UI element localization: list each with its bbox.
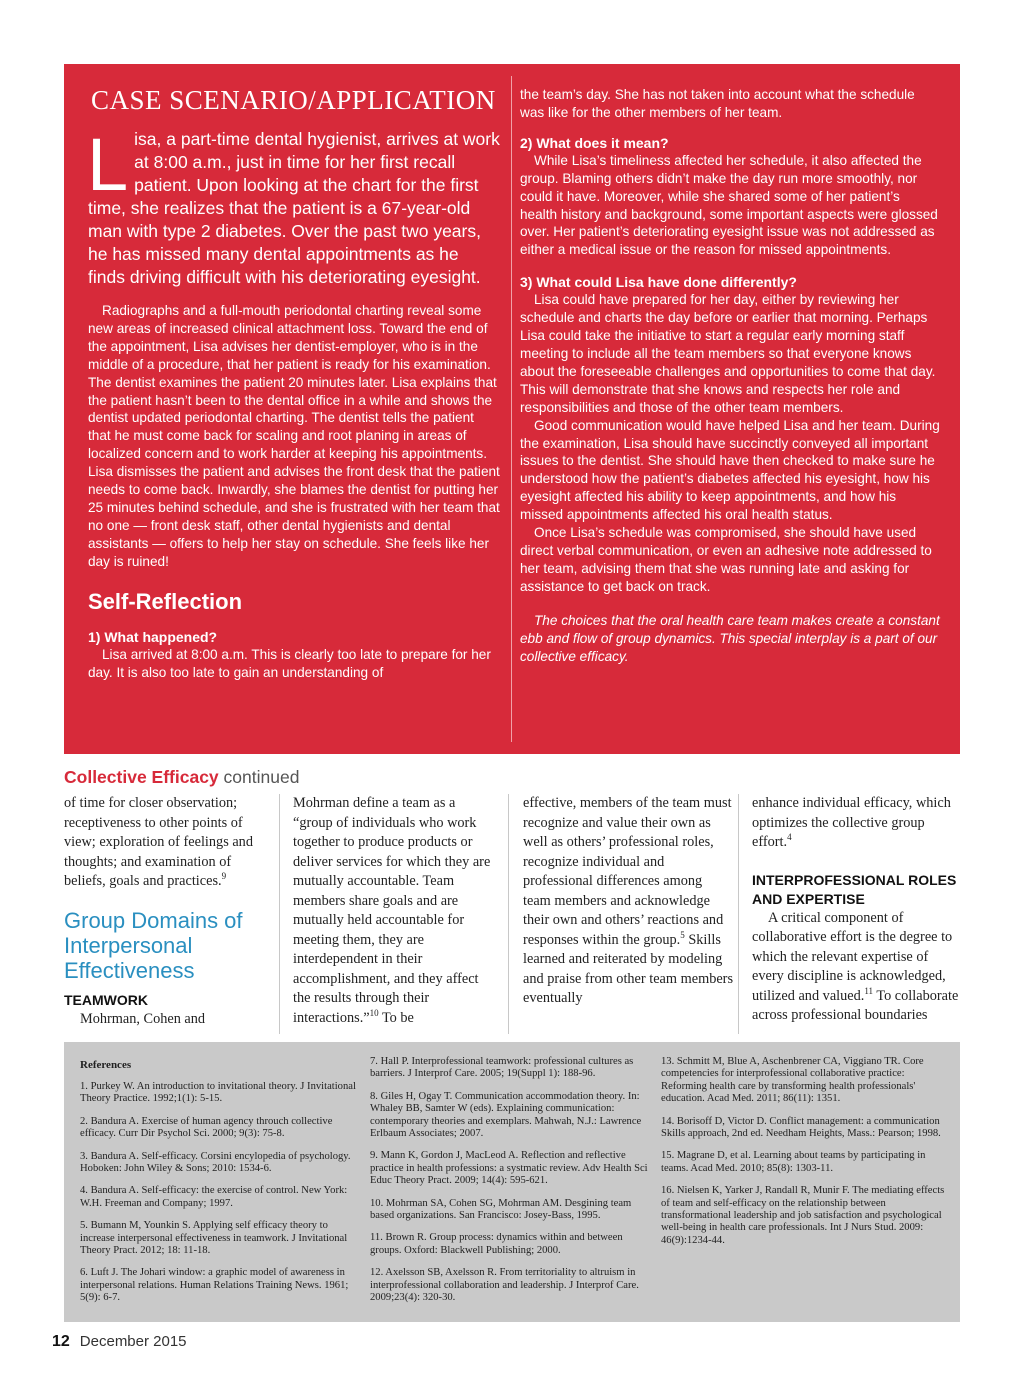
article-paragraph <box>752 909 962 1026</box>
article-text: enhance individual efficacy, which optimizes the collective group effort. <box>752 795 951 850</box>
reference-item: 15. Magrane D, et al. Learning about teams by participating in teams. Acad Med. 2010; 85(8): 1303-11. <box>661 1150 926 1174</box>
interprofessional-heading: INTERPROFESSIONAL ROLES AND EXPERTISE <box>752 871 957 907</box>
article-paragraph <box>64 794 264 892</box>
article-text: Skills learned and reiterated by modeling and praise from other team members eventually <box>523 931 734 1006</box>
case-intro <box>87 123 500 289</box>
question-1-heading: 1) What happened? <box>88 628 218 645</box>
column-rule <box>279 794 280 1034</box>
question-2-text: While Lisa’s timeliness affected her schedule, it also affected the group. Blaming others didn’t make the day run more smoothly, nor could it have. Moreover, while she shared some of her patient’s health history and background, some important aspects were glossed over. Her patient’s deteriorating eyesight issue was not addressed as either a medical issue or the reason for missed appointments. <box>520 152 938 258</box>
citation-superscript: 10 <box>369 1007 379 1018</box>
question-3-text: Good communication would have helped Lisa and her team. During the examination, Lisa should have succinctly conveyed all important issues to the dentist. She should have then checked to make sure he understood how the patient’s diabetes affected his eyesight, how his eyesight affected his ability to keep appointments, and how his missed appointments affected his oral health status. <box>520 417 940 523</box>
reference-item: 12. Axelsson SB, Axelsson R. From territoriality to altruism in interprofessional collaboration and leadership. J Interprof Care. 2009;23(4): 320-30. <box>370 1267 639 1304</box>
question-1-text: Lisa arrived at 8:00 a.m. This is clearly too late to prepare for her day. It is also too late to gain an understanding of <box>88 646 491 680</box>
article-column-2 <box>293 794 493 1028</box>
references-heading: References <box>80 1059 132 1071</box>
article-paragraph <box>293 794 493 1028</box>
reference-item: 8. Giles H, Ogay T. Communication accommodation theory. In: Whaley BB, Samter W (eds). Explaining communication: contemporary theories and exemplars. Mahwah, N.J.: Lawrence Erlbaum Associates; 2007. <box>370 1090 642 1140</box>
article-text: Mohrman define a team as a “group of individuals who work together to produce products or deliver services for which they are mutually accountable. Team members share goals and are mutually held accountable for meeting them, they are interdependent in their accomplishment, and they affect the results through their interactions.” <box>293 795 491 1026</box>
page-number: 12 <box>52 1333 70 1350</box>
reference-item: 5. Bumann M, Younkin S. Applying self efficacy theory to increase interpersonal effectiveness in teamwork. J Invitational Theory Pract. 2012; 18: 11-18. <box>80 1220 348 1257</box>
references-box <box>64 1042 960 1322</box>
reference-item: 6. Luft J. The Johari window: a graphic model of awareness in interpersonal relations. Human Relations Training News. 1961; 5(9): 6-7. <box>80 1267 349 1304</box>
case-paragraph: Radiographs and a full-mouth periodontal charting reveal some new areas of increased clinical attachment loss. Toward the end of the appointment, Lisa advises her dentist-employer, who is in the middle of a procedure, that her patient is ready for his examination. The dentist examines the patient 20 minutes later. Lisa explains that the patient hasn’t been to the dental office in a while and shows the dentist updated periodontal charting. The dentist tells the patient that he must come back for scaling and root planing in areas of localized concern and to work harder at keeping his appointments. Lisa dismisses the patient and advises the front desk that the patient needs to come back. Inwardly, she blames the dentist for putting her 25 minutes behind schedule, and she is frustrated with her team that no one — front desk staff, other dental hygienists and dental assistants — offers to help her stay on schedule. She feels like her day is ruined! <box>88 303 500 569</box>
reference-item: 9. Mann K, Gordon J, MacLeod A. Reflection and reflective practice in health professions: a systmatic review. Adv Health Sci Educ Theory Pract. 2009; 14(4): 595-621. <box>370 1150 648 1187</box>
references-column-1 <box>80 1042 360 1315</box>
continued-header <box>64 766 299 788</box>
reference-item: 2. Bandura A. Exercise of human agency throuch collective efficacy. Curr Dir Psychol Sci. 2000; 9(3): 75-8. <box>80 1115 333 1140</box>
case-scenario-title: CASE SCENARIO/APPLICATION <box>91 85 496 115</box>
column-rule <box>738 794 739 1034</box>
article-text: To be <box>378 1009 414 1026</box>
column-rule <box>508 794 509 1034</box>
case-intro-text: isa, a part-time dental hygienist, arrives at work at 8:00 a.m., just in time for her first recall patient. Upon looking at the chart for the first time, she realizes that the patient is a 67-year-old man with type 2 diabetes. Over the past two years, he has missed many dental appointments as he finds driving difficult with his deteriorating eyesight. <box>88 129 500 287</box>
reference-item: 16. Nielsen K, Yarker J, Randall R, Munir F. The mediating effects of team and self-efficacy on the relationship between transformational leadership and job satisfaction and psychological well-being in health care professionals. Int J Nurs Stud. 2009: 46(9):1234-44. <box>661 1185 945 1246</box>
reference-item: 14. Borisoff D, Victor D. Conflict management: a communication Skills approach, 2nd ed. Needham Heights, Mass.: Pearson; 1998. <box>661 1115 941 1140</box>
question-2-heading: 2) What does it mean? <box>520 134 669 151</box>
article-text: of time for closer observation; receptiveness to other points of view; exploration of feelings and thoughts; and examination of beliefs, goals and practices. <box>64 795 253 889</box>
citation-superscript: 9 <box>221 871 227 882</box>
self-reflection-heading: Self-Reflection <box>88 588 243 614</box>
issue-date: December 2015 <box>79 1333 187 1350</box>
case-scenario-box <box>64 64 960 754</box>
case-left-column <box>88 64 500 754</box>
article-text: A critical component of collaborative effort is the degree to which the relevant expertise of every discipline is acknowledged, utilized and valued. <box>752 909 953 1004</box>
article-column-3 <box>523 794 733 1009</box>
continued-label: continued <box>223 767 300 787</box>
article-paragraph <box>523 794 733 1009</box>
reference-item: 3. Bandura A. Self-efficacy. Corsini encylopedia of psychology. Hoboken: John Wiley & Sons; 2010: 1534-6. <box>80 1150 351 1175</box>
case-closing-statement: The choices that the oral health care team makes create a constant ebb and flow of group dynamics. This special interplay is a part of our collective efficacy. <box>520 612 940 664</box>
article-paragraph: Mohrman, Cohen and <box>80 1010 206 1027</box>
reference-item: 7. Hall P. Interprofessional teamwork: professional cultures as barriers. J Interprof Care. 2005; 19(Suppl 1): 188-96. <box>370 1056 634 1080</box>
article-text: effective, members of the team must recognize and value their own as well as others’ professional roles, recognize individual and professional differences among team members and acknowledge their own and others’ reactions and responses within the group. <box>523 795 732 948</box>
references-column-2 <box>370 1042 650 1315</box>
citation-superscript: 5 <box>680 929 685 940</box>
group-domains-heading: Group Domains of Interpersonal Effectiveness <box>64 907 243 983</box>
column-divider <box>511 76 512 742</box>
teamwork-heading: TEAMWORK <box>64 991 148 1008</box>
article-text: To collaborate across professional boundaries <box>752 987 959 1023</box>
case-right-column <box>520 64 940 754</box>
references-column-3 <box>661 1042 946 1257</box>
reference-item: 11. Brown R. Group process: dynamics within and between groups. Oxford: Blackwell Publishing; 2000. <box>370 1232 623 1256</box>
article-column-4 <box>752 794 962 1026</box>
drop-cap: L <box>87 123 129 206</box>
reference-item: 1. Purkey W. An introduction to invitational theory. J Invitational Theory Practice. 1992;1(1): 5-15. <box>80 1081 356 1105</box>
page-footer <box>52 1332 187 1352</box>
article-column-1 <box>64 794 264 1029</box>
article-paragraph <box>752 794 962 853</box>
question-1-text-continued: the team’s day. She has not taken into account what the schedule was like for the other members of her team. <box>520 87 915 120</box>
question-3-heading: 3) What could Lisa have done differently? <box>520 274 797 291</box>
question-3-text: Once Lisa’s schedule was compromised, she should have used direct verbal communication, or even an adhesive note addressed to her team, advising them that she was running late and asking for assistance to get back on track. <box>520 525 932 594</box>
citation-superscript: 4 <box>787 832 792 843</box>
reference-item: 10. Mohrman SA, Cohen SG, Mohrman AM. Desgining team based organizations. San Francisco: Josey-Bass, 1995. <box>370 1197 632 1222</box>
reference-item: 13. Schmitt M, Blue A, Aschenbrener CA, Viggiano TR. Core competencies for interprofessional collaborative practice: Reforming health care by transforming health professionals' education. Acad Med. 2011; 86(11): 1351. <box>661 1056 924 1105</box>
question-3-text: Lisa could have prepared for her day, either by reviewing her schedule and charts the day before or earlier that morning. Perhaps Lisa could take the initiative to start a regular early morning staff meeting to include all the team members so that everyone knows about the foreseeable challenges and opportunities to come that day. This will demonstrate that she knows and respects her role and responsibilities and those of the other team members. <box>520 292 936 415</box>
reference-item: 4. Bandura A. Self-efficacy: the exercise of control. New York: W.H. Freeman and Company; 1997. <box>80 1185 348 1209</box>
continued-article-title: Collective Efficacy <box>64 767 219 787</box>
citation-superscript: 11 <box>864 985 874 996</box>
